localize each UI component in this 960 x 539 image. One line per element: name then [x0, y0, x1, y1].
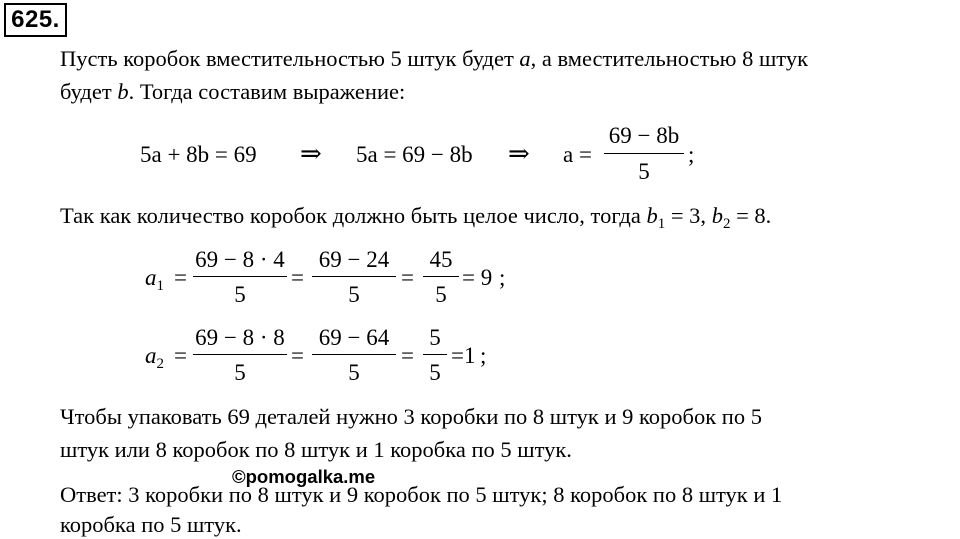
- eq1-arrow2: ⇒: [508, 139, 530, 168]
- eq3-eq3: =: [401, 343, 414, 368]
- eq3-result: =1: [451, 343, 476, 368]
- eq3-f1-den: 5: [234, 360, 246, 385]
- eq3-f2-bar: [312, 354, 396, 355]
- task-number: 625.: [4, 3, 67, 37]
- eq3-f2-num: 69 − 64: [318, 325, 390, 350]
- b2-sub: 2: [722, 216, 731, 232]
- eq1-part3: a =: [563, 142, 592, 167]
- b1-val: = 3,: [665, 203, 712, 228]
- answer-line1: Ответ: 3 коробки по 8 штук и 9 коробок по 5 штук; 8 коробок по 8 штук и 1: [60, 482, 783, 507]
- eq1-arrow1: ⇒: [300, 139, 322, 168]
- eq2-f2-den: 5: [348, 282, 360, 307]
- eq1-fraction: [604, 120, 684, 184]
- eq2-f1-den: 5: [234, 282, 246, 307]
- para3-line1: Чтобы упаковать 69 деталей нужно 3 коробки по 8 штук и 9 коробок по 5: [60, 404, 762, 429]
- para1-text-d: . Тогда составим выражение:: [128, 79, 406, 104]
- eq3-eq1: =: [174, 343, 187, 368]
- para2-text: Так как количество коробок должно быть целое число, тогда: [60, 203, 647, 228]
- eq2-lhs-var: a: [145, 265, 157, 290]
- eq3-tail: ;: [480, 343, 487, 368]
- eq2-eq2: =: [291, 265, 304, 290]
- eq1-frac-bar: [604, 153, 684, 154]
- eq2-f2-num: 69 − 24: [318, 247, 390, 272]
- eq2-result: = 9: [462, 265, 493, 290]
- para1-line2: [60, 81, 405, 104]
- eq1-part1: 5a + 8b = 69: [140, 142, 257, 167]
- eq2-eq3: =: [401, 265, 414, 290]
- b2-var: b: [711, 203, 723, 228]
- para1-text-c: будет: [60, 79, 118, 104]
- b1-var: b: [646, 203, 658, 228]
- eq3-f1-num: 69 − 8 · 8: [195, 325, 285, 350]
- b2-val: = 8.: [730, 203, 772, 228]
- eq3-lhs-sub: 2: [156, 356, 164, 372]
- eq1-frac-num: 69 − 8b: [608, 123, 680, 148]
- eq3-lhs: [145, 344, 164, 372]
- eq3-f3-den: 5: [429, 360, 441, 385]
- var-a: a: [519, 46, 531, 71]
- eq2-tail: ;: [499, 265, 506, 290]
- para1-line1: [60, 48, 808, 71]
- b1-sub: 1: [657, 216, 666, 232]
- eq1-tail: ;: [688, 142, 695, 167]
- var-b: b: [117, 79, 129, 104]
- eq2-f3-den: 5: [435, 282, 447, 307]
- para1-text-a: Пусть коробок вместительностью 5 штук будет: [60, 46, 520, 71]
- eq2-frac3: [423, 244, 459, 310]
- eq2-eq1: =: [174, 265, 187, 290]
- para3-line2: штук или 8 коробок по 8 штук и 1 коробка по 5 штук.: [60, 437, 572, 462]
- eq2-frac2: [312, 244, 396, 310]
- eq2-lhs-sub: 1: [156, 278, 164, 294]
- eq3-frac1: [193, 322, 287, 388]
- eq2-f2-bar: [312, 276, 396, 277]
- eq3-f3-bar: [423, 354, 447, 355]
- eq2-f3-bar: [423, 276, 459, 277]
- eq3-f2-den: 5: [348, 360, 360, 385]
- eq3-frac3: [423, 322, 447, 388]
- eq2-f3-num: 45: [429, 247, 453, 272]
- eq3-eq2: =: [291, 343, 304, 368]
- answer-line2: коробка по 5 штук.: [60, 512, 242, 537]
- eq2-lhs: [145, 266, 164, 294]
- eq1-part2: 5a = 69 − 8b: [356, 142, 473, 167]
- eq3-lhs-var: a: [145, 343, 157, 368]
- eq3-frac2: [312, 322, 396, 388]
- para2: [60, 205, 771, 232]
- eq3-f3-num: 5: [429, 325, 441, 350]
- eq2-f1-bar: [193, 276, 287, 277]
- eq2-f1-num: 69 − 8 · 4: [195, 247, 285, 272]
- eq1-frac-den: 5: [638, 159, 650, 184]
- eq2-frac1: [193, 244, 287, 310]
- watermark: ©pomogalka.me: [232, 466, 376, 487]
- eq3-f1-bar: [193, 354, 287, 355]
- para1-text-b: , а вместительностью 8 штук: [530, 46, 809, 71]
